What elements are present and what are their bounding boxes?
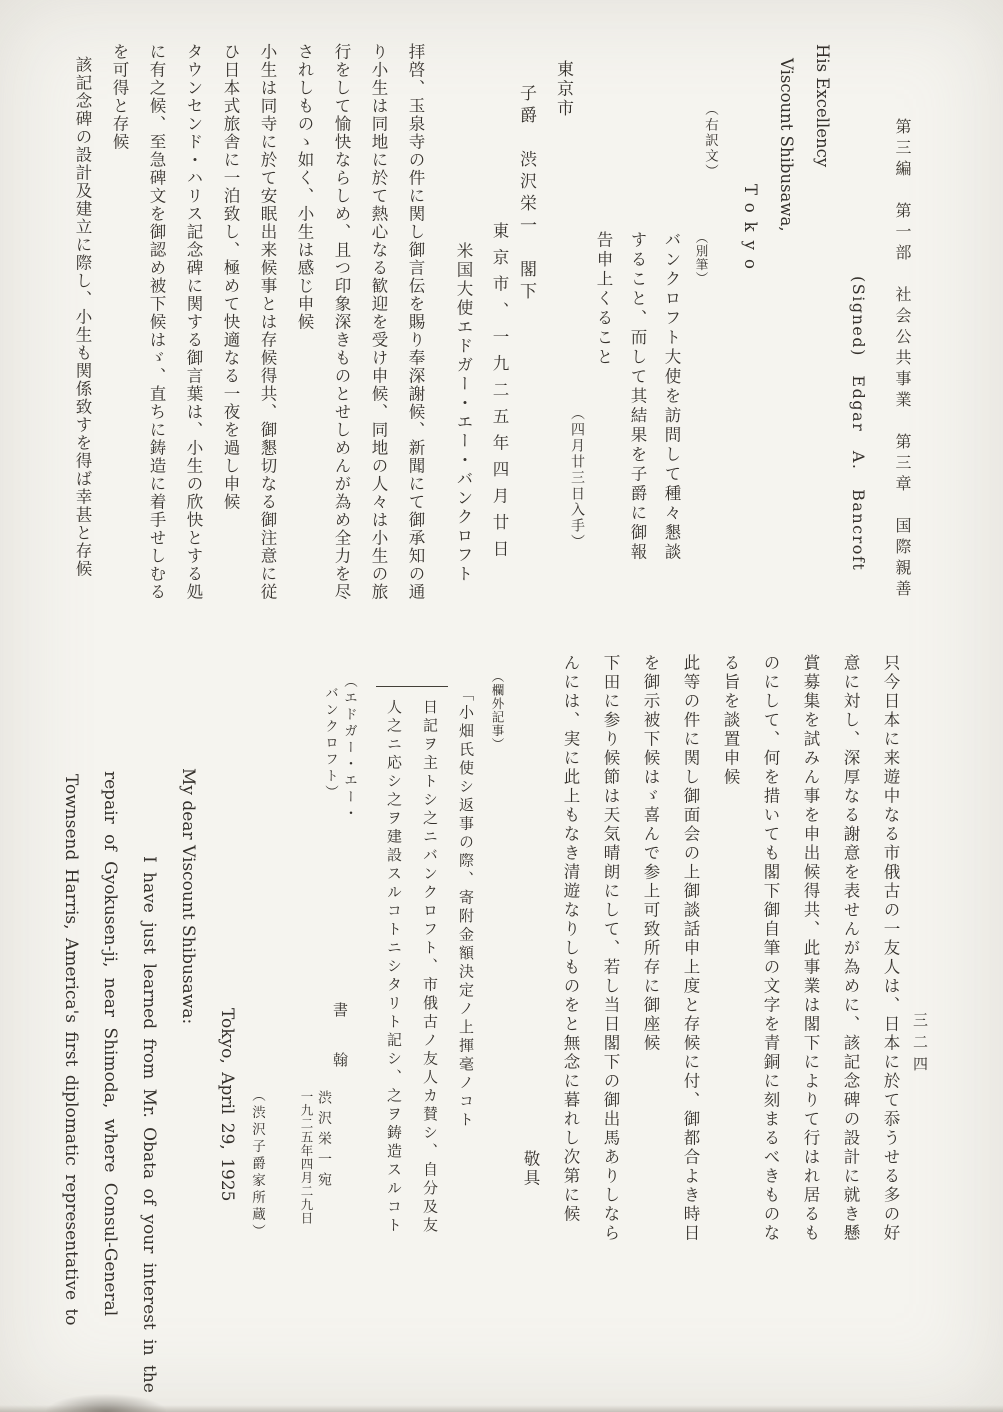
sender-name: 米国大使エドガー・エー・バンクロフト xyxy=(454,242,473,584)
translation-note: （右訳文） xyxy=(702,102,718,180)
english-address-block xyxy=(732,44,840,278)
separate-note-line: すること、而して其結果を子爵に御報 xyxy=(628,231,647,563)
english-letter-salutation: My dear Viscount Shibusawa: xyxy=(178,768,198,1025)
body-line: を御示被下候はゞ喜んで参上可致所存に御座候 xyxy=(641,654,660,1053)
source-addressee-block xyxy=(298,1090,334,1225)
recipient-name: 子爵 渋沢栄一 閣下 xyxy=(516,84,536,304)
chapter-header: 第三編 第一部 社会公共事業 第三章 国際親善 xyxy=(893,118,912,601)
english-letter-line: repair of Gyokusen-ji, near Shimoda, where Consul-General xyxy=(100,771,120,1317)
body-line: 拝啓、玉泉寺の件に関し御言伝を賜り奉深謝候、新聞にて御承知の通 xyxy=(406,43,425,601)
body-line: 該記念碑の設計及建立に際し、小生も関係致すを得ば幸甚と存候 xyxy=(73,56,92,578)
scan-bottom-shadow xyxy=(0,1405,1003,1412)
margin-note-line: 「小畑氏使シ返事の際、寄附金額決定ノ上揮毫ノコト xyxy=(457,686,475,1130)
address-line-recipient: His Excellency xyxy=(813,44,832,168)
page-number: 三二四 xyxy=(911,1012,929,1078)
english-letter-line: I have just learned from Mr. Obata of your interest in the xyxy=(139,856,159,1393)
margin-note-continuation xyxy=(376,686,448,1236)
source-addressee: 渋沢栄一宛 xyxy=(316,1090,332,1193)
margin-note-line: 人之ニ応シ之ヲ建設スルコトニシタリト記シ、之ヲ鋳造スルコト xyxy=(385,699,403,1236)
letter-closing: 敬具 xyxy=(521,1150,540,1188)
margin-note-block xyxy=(376,670,511,1236)
recipient-city: 東京市 xyxy=(553,60,573,119)
body-line: 意に対し、深厚なる謝意を表せんが為めに、該記念碑の設計に就き懸 xyxy=(841,654,860,1243)
margin-note-label: （欄外記事） xyxy=(490,670,505,751)
margin-note-line: 日記ヲ主トシ之ニバンクロフト、市俄古ノ友人カ賛シ、自分及友 xyxy=(421,699,439,1236)
body-line: る旨を談置申候 xyxy=(721,654,740,787)
body-line: 只今日本に来遊中なる市俄古の一友人は、日本に於て忝うせる多の好 xyxy=(881,654,900,1243)
letter-body-japanese-part1 xyxy=(64,43,434,601)
body-line: されしものゝ如く、小生は感じ申候 xyxy=(295,43,314,331)
received-date-note: （四月廿三日入手） xyxy=(569,406,585,550)
source-author-block xyxy=(320,674,358,823)
source-author-line: （エドガー・エー・ xyxy=(341,674,357,823)
english-letter-dateline: Tokyo, April 29, 1925 xyxy=(217,1008,237,1202)
source-date: 一九二五年四月二九日 xyxy=(299,1090,314,1225)
separate-note-line: 告申上くること xyxy=(594,231,613,368)
separate-note-line: バンクロフト大使を訪問して種々懇談 xyxy=(662,231,681,563)
body-line: のにして、何を措いても閣下御自筆の文字を青銅に刻まるべきものな xyxy=(761,654,780,1243)
recipient-block xyxy=(507,60,581,304)
body-line: り小生は同地に於て熱心なる歓迎を受け申候、同地の人々は小生の旅 xyxy=(369,43,388,601)
body-line: に有之候、至急碑文を御認め被下候はゞ、直ちに鋳造に着手せしむる xyxy=(147,43,166,601)
letter-body-japanese-part2 xyxy=(510,654,910,1243)
english-letter-block xyxy=(51,768,246,1393)
body-line: 小生は同寺に於て安眠出来候事とは存候得共、御懇切なる御注意に従 xyxy=(258,43,277,601)
letter-dateline: 東京市、一九二五年四月廿日 xyxy=(490,222,509,567)
body-line: 此等の件に関し御面会の上御談話申上度と存候に付、御都合よき時日 xyxy=(681,654,700,1243)
source-collection-note: （渋沢子爵家所蔵） xyxy=(249,1088,265,1241)
body-line: タウンセンド・ハリス記念碑に関する御言葉は、小生の欣快とする処 xyxy=(184,43,203,601)
source-author-line: バンクロフト） xyxy=(322,686,338,802)
separate-note-block xyxy=(586,231,714,563)
separate-note-label: （別筆） xyxy=(694,231,709,285)
body-line: んには、実に此上もなき清遊なりしものをと無念に暮れし次第に候 xyxy=(561,654,580,1224)
address-line-name: Viscount Shibusawa, xyxy=(777,58,796,232)
body-line: を可得と存候 xyxy=(110,43,129,151)
english-letter-line: Townsend Harris, America's first diplomatic representative to xyxy=(61,774,81,1326)
body-line: 行をして愉快ならしめ、且つ印象深きものとせしめんが為め全力を尽 xyxy=(332,43,351,601)
body-line: ひ日本式旅舎に一泊致し、極めて快適なる一夜を過し申候 xyxy=(221,43,240,511)
body-line: 賞募集を試みん事を申出候得共、此事業は閣下によりて行はれ居るも xyxy=(801,654,820,1243)
sender-block xyxy=(445,222,517,584)
signature-line: (Signed) Edgar A. Bancroft xyxy=(849,276,868,572)
body-line: 下田に参り候節は天気晴朗にして、若し当日閣下の御出馬ありしなら xyxy=(601,654,620,1243)
source-document-type: 書 翰 xyxy=(331,1002,349,1077)
address-line-city: Tokyo xyxy=(741,184,760,278)
